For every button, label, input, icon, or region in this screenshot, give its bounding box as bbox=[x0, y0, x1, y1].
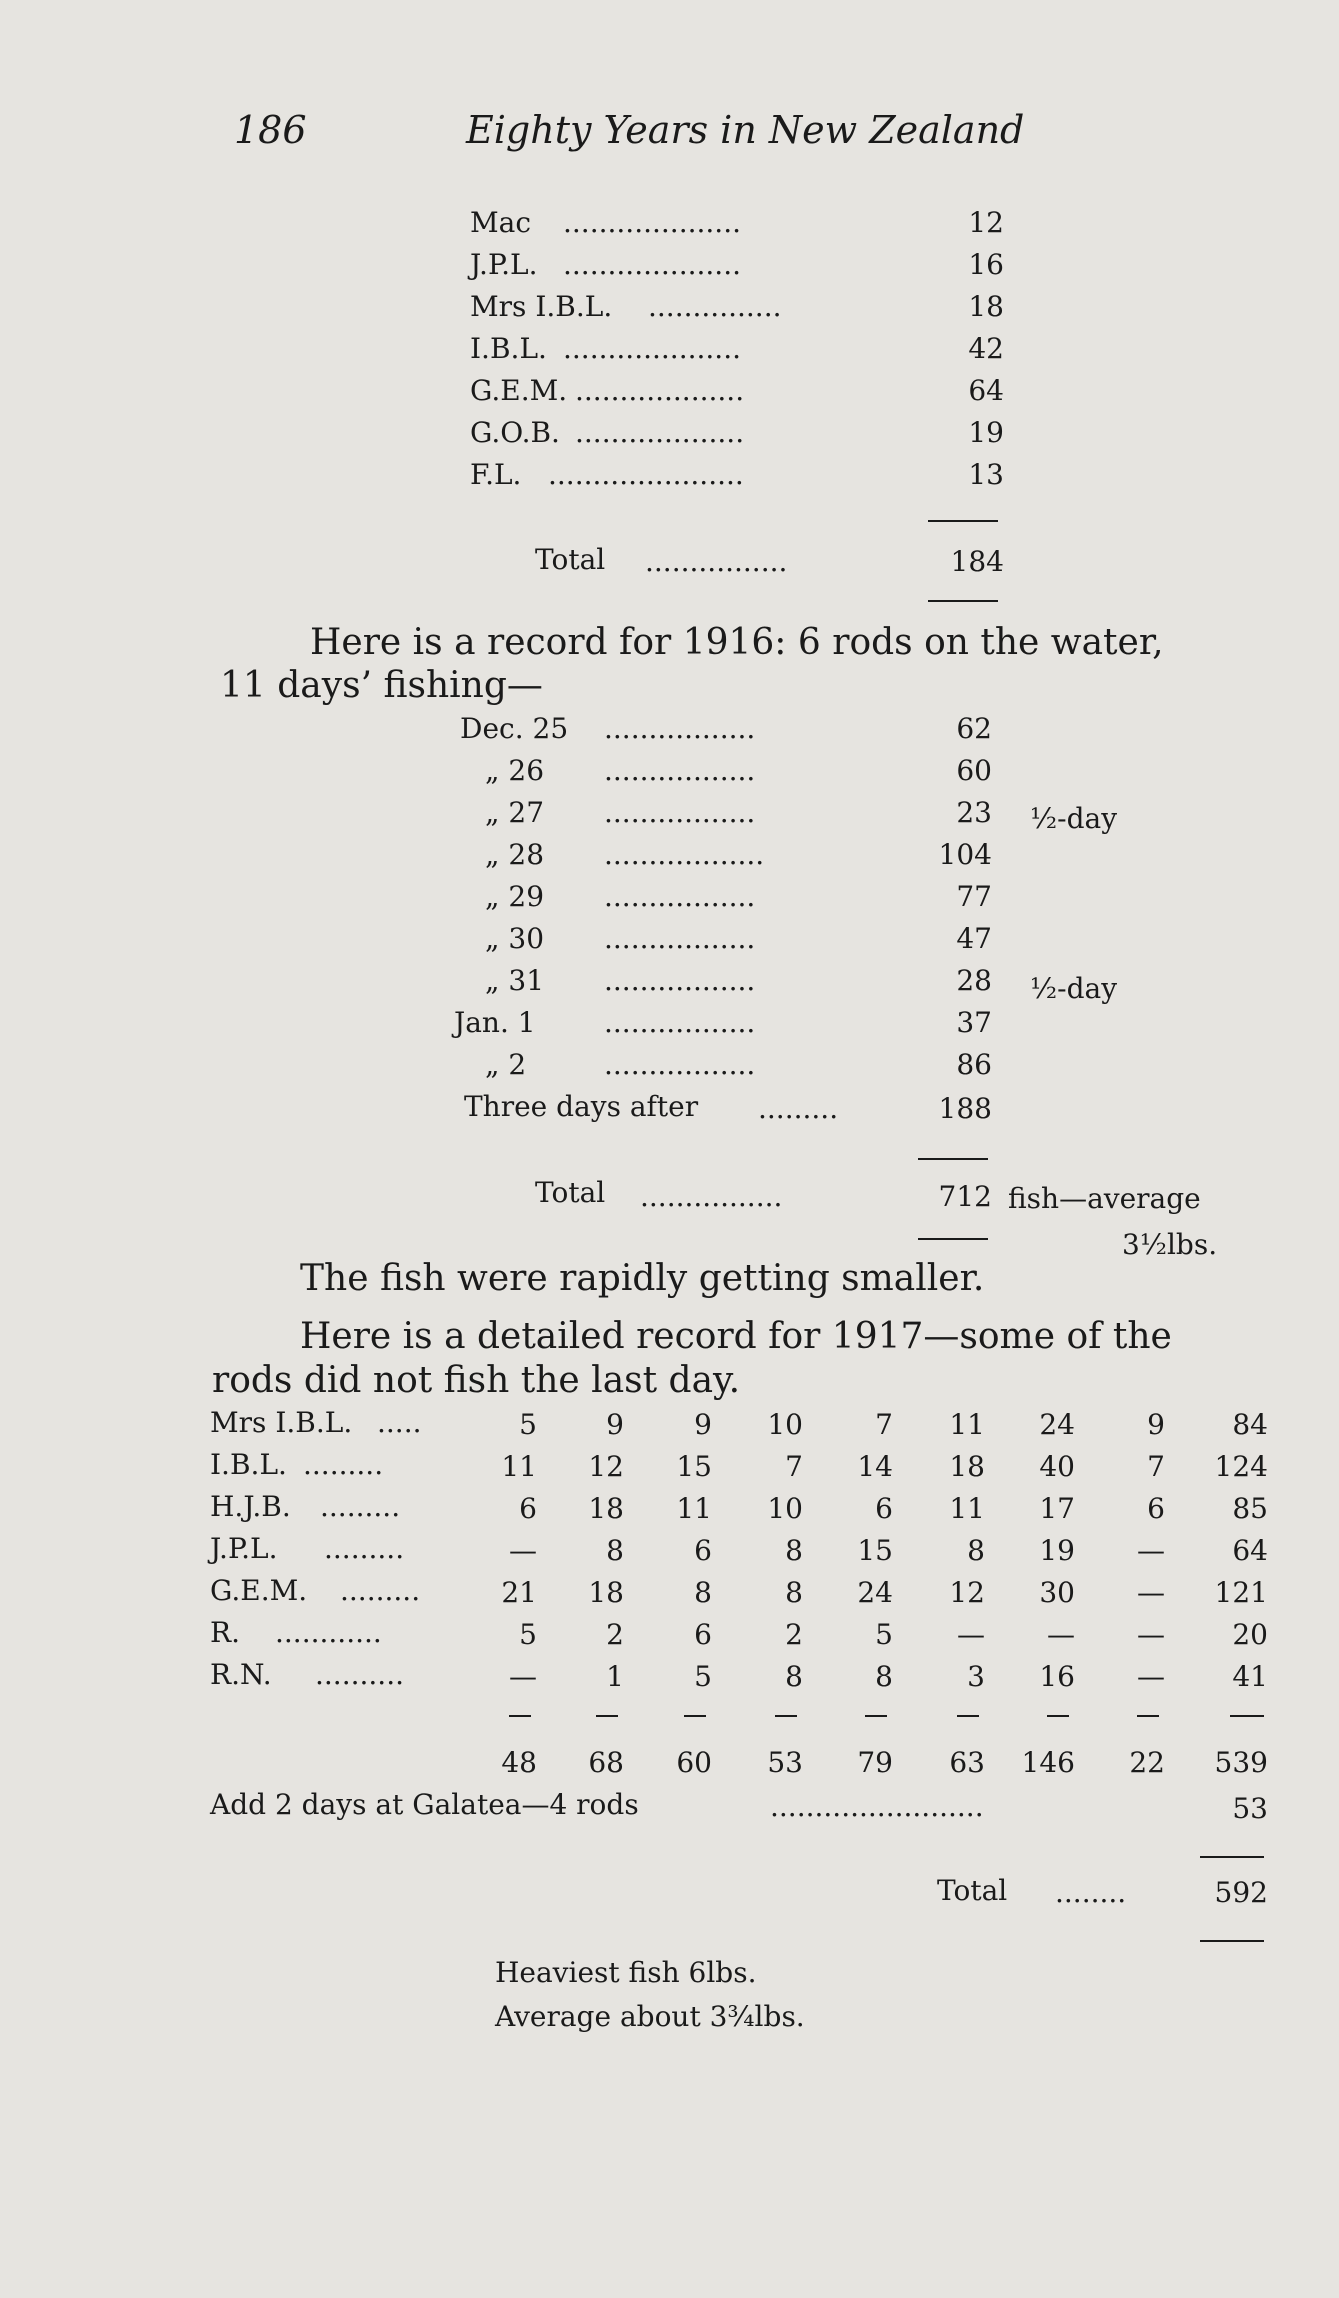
total-value: 712 bbox=[938, 1180, 992, 1213]
total-rule bbox=[1200, 1856, 1264, 1858]
table-cell: 8 bbox=[785, 1576, 803, 1609]
table-cell: 41 bbox=[1232, 1660, 1268, 1693]
leader-dots: .................... bbox=[563, 332, 742, 365]
table-cell: 9 bbox=[606, 1408, 624, 1441]
column-rule bbox=[509, 1715, 531, 1717]
table-cell: 3 bbox=[967, 1660, 985, 1693]
table-cell: 11 bbox=[501, 1450, 537, 1483]
row-date: „ 27 bbox=[485, 796, 545, 829]
column-total: 539 bbox=[1214, 1746, 1268, 1779]
table-cell: 6 bbox=[1147, 1492, 1165, 1525]
table-cell: 16 bbox=[1039, 1660, 1075, 1693]
row-date: „ 26 bbox=[485, 754, 545, 787]
table-cell: 6 bbox=[694, 1618, 712, 1651]
row-value: 37 bbox=[956, 1006, 992, 1039]
row-date: Three days after bbox=[464, 1090, 699, 1123]
row-date: Dec. 25 bbox=[460, 712, 569, 745]
table-cell: 2 bbox=[606, 1618, 624, 1651]
total-rule bbox=[1200, 1940, 1264, 1942]
row-name: G.E.M. bbox=[210, 1574, 308, 1607]
row-name: H.J.B. bbox=[210, 1490, 291, 1523]
running-title: Eighty Years in New Zealand bbox=[466, 108, 1025, 152]
table-cell: 8 bbox=[606, 1534, 624, 1567]
leader-dots: ................ bbox=[640, 1180, 783, 1213]
row-name: G.O.B. bbox=[470, 416, 560, 449]
table-cell: 7 bbox=[875, 1408, 893, 1441]
leader-dots: ................. bbox=[604, 754, 756, 787]
column-rule bbox=[865, 1715, 887, 1717]
table-cell: 24 bbox=[1039, 1408, 1075, 1441]
row-value: 86 bbox=[956, 1048, 992, 1081]
leader-dots: ................. bbox=[604, 1048, 756, 1081]
table-cell: 15 bbox=[857, 1534, 893, 1567]
table-cell: — bbox=[509, 1660, 537, 1693]
table-cell: 18 bbox=[588, 1492, 624, 1525]
total-rule bbox=[928, 520, 998, 522]
table-cell: 85 bbox=[1232, 1492, 1268, 1525]
column-total: 68 bbox=[588, 1746, 624, 1779]
row-name: J.P.L. bbox=[470, 248, 538, 281]
leader-dots: ................. bbox=[604, 964, 756, 997]
column-rule bbox=[1137, 1715, 1159, 1717]
table-cell: 8 bbox=[785, 1534, 803, 1567]
leader-dots: .................... bbox=[563, 206, 742, 239]
leader-dots: ................... bbox=[575, 416, 745, 449]
table-cell: 18 bbox=[949, 1450, 985, 1483]
total-label: Total bbox=[937, 1874, 1008, 1907]
row-value: 47 bbox=[956, 922, 992, 955]
table-cell: 7 bbox=[785, 1450, 803, 1483]
total-rule bbox=[918, 1238, 988, 1240]
table-cell: 124 bbox=[1214, 1450, 1268, 1483]
heaviest-fish-note: Heaviest fish 6lbs. bbox=[495, 1956, 757, 1989]
row-name: I.B.L. bbox=[470, 332, 547, 365]
galatea-value: 53 bbox=[1232, 1792, 1268, 1825]
total-note: 3½lbs. bbox=[1122, 1228, 1218, 1261]
row-name: G.E.M. bbox=[470, 374, 568, 407]
row-note: ½-day bbox=[1030, 802, 1118, 835]
table-cell: 8 bbox=[785, 1660, 803, 1693]
table-cell: 11 bbox=[949, 1492, 985, 1525]
table-cell: 84 bbox=[1232, 1408, 1268, 1441]
total-note: fish—average bbox=[1008, 1182, 1201, 1215]
column-total: 63 bbox=[949, 1746, 985, 1779]
row-name: I.B.L. bbox=[210, 1448, 287, 1481]
table-cell: — bbox=[509, 1534, 537, 1567]
leader-dots: ............... bbox=[648, 290, 782, 323]
table-cell: 9 bbox=[1147, 1408, 1165, 1441]
table-cell: 8 bbox=[694, 1576, 712, 1609]
row-value: 104 bbox=[938, 838, 992, 871]
row-name: Mrs I.B.L. bbox=[470, 290, 613, 323]
table-cell: 20 bbox=[1232, 1618, 1268, 1651]
table-cell: — bbox=[1137, 1534, 1165, 1567]
table-cell: 6 bbox=[694, 1534, 712, 1567]
leader-dots: ........ bbox=[1055, 1876, 1127, 1909]
row-name: F.L. bbox=[470, 458, 522, 491]
table-cell: — bbox=[1137, 1618, 1165, 1651]
leader-dots: .................... bbox=[563, 248, 742, 281]
total-label: Total bbox=[535, 1176, 606, 1209]
column-total: 60 bbox=[676, 1746, 712, 1779]
row-value: 12 bbox=[968, 206, 1004, 239]
column-rule bbox=[1230, 1715, 1264, 1717]
column-total: 48 bbox=[501, 1746, 537, 1779]
paragraph-1916-line-2: 11 days’ fishing— bbox=[220, 665, 543, 706]
row-date: Jan. 1 bbox=[454, 1006, 536, 1039]
leader-dots: ................. bbox=[604, 1006, 756, 1039]
column-total: 53 bbox=[767, 1746, 803, 1779]
row-value: 60 bbox=[956, 754, 992, 787]
table-cell: 12 bbox=[949, 1576, 985, 1609]
column-total: 22 bbox=[1129, 1746, 1165, 1779]
row-value: 16 bbox=[968, 248, 1004, 281]
table-cell: 14 bbox=[857, 1450, 893, 1483]
row-value: 64 bbox=[968, 374, 1004, 407]
table-cell: — bbox=[1047, 1618, 1075, 1651]
leader-dots: ......... bbox=[324, 1532, 405, 1565]
leader-dots: ................. bbox=[604, 922, 756, 955]
row-value: 28 bbox=[956, 964, 992, 997]
paragraph-1917-line-2: rods did not fish the last day. bbox=[212, 1360, 741, 1401]
table-cell: 2 bbox=[785, 1618, 803, 1651]
row-value: 188 bbox=[938, 1092, 992, 1125]
table-cell: — bbox=[957, 1618, 985, 1651]
row-name: Mac bbox=[470, 206, 532, 239]
paragraph-1916-line-1: Here is a record for 1916: 6 rods on the water, bbox=[310, 622, 1164, 663]
row-date: „ 29 bbox=[485, 880, 545, 913]
table-cell: 64 bbox=[1232, 1534, 1268, 1567]
average-weight-note: Average about 3¾lbs. bbox=[495, 2000, 805, 2033]
table-cell: 6 bbox=[875, 1492, 893, 1525]
table-cell: 21 bbox=[501, 1576, 537, 1609]
table-cell: 17 bbox=[1039, 1492, 1075, 1525]
row-value: 23 bbox=[956, 796, 992, 829]
leader-dots: ..... bbox=[377, 1406, 422, 1439]
paragraph-1917-line-1: Here is a detailed record for 1917—some of the bbox=[300, 1316, 1172, 1357]
table-cell: 5 bbox=[875, 1618, 893, 1651]
table-cell: 18 bbox=[588, 1576, 624, 1609]
leader-dots: ........................ bbox=[770, 1790, 984, 1823]
table-cell: — bbox=[1137, 1660, 1165, 1693]
table-cell: 5 bbox=[519, 1618, 537, 1651]
row-name: R. bbox=[210, 1616, 240, 1649]
row-date: „ 28 bbox=[485, 838, 545, 871]
column-total: 79 bbox=[857, 1746, 893, 1779]
column-rule bbox=[1047, 1715, 1069, 1717]
leader-dots: ................. bbox=[604, 712, 756, 745]
table-cell: 121 bbox=[1214, 1576, 1268, 1609]
leader-dots: ......... bbox=[758, 1092, 839, 1125]
table-cell: 8 bbox=[875, 1660, 893, 1693]
table-cell: 7 bbox=[1147, 1450, 1165, 1483]
leader-dots: .......... bbox=[315, 1658, 405, 1691]
total-rule bbox=[928, 600, 998, 602]
leader-dots: ......... bbox=[340, 1574, 421, 1607]
leader-dots: ......... bbox=[303, 1448, 384, 1481]
leader-dots: .................. bbox=[604, 838, 765, 871]
table-cell: 11 bbox=[676, 1492, 712, 1525]
table-cell: 8 bbox=[967, 1534, 985, 1567]
table-cell: 19 bbox=[1039, 1534, 1075, 1567]
table-cell: 5 bbox=[694, 1660, 712, 1693]
table-cell: 10 bbox=[767, 1408, 803, 1441]
table-cell: 24 bbox=[857, 1576, 893, 1609]
total-value: 184 bbox=[950, 545, 1004, 578]
row-date: „ 30 bbox=[485, 922, 545, 955]
row-date: „ 31 bbox=[485, 964, 545, 997]
table-cell: — bbox=[1137, 1576, 1165, 1609]
total-rule bbox=[918, 1158, 988, 1160]
leader-dots: ................. bbox=[604, 796, 756, 829]
column-total: 146 bbox=[1021, 1746, 1075, 1779]
row-value: 13 bbox=[968, 458, 1004, 491]
paragraph-smaller-fish: The fish were rapidly getting smaller. bbox=[300, 1258, 985, 1299]
column-rule bbox=[596, 1715, 618, 1717]
leader-dots: ......... bbox=[320, 1490, 401, 1523]
leader-dots: ...................... bbox=[548, 458, 744, 491]
galatea-label: Add 2 days at Galatea—4 rods bbox=[210, 1788, 639, 1821]
row-name: J.P.L. bbox=[210, 1532, 278, 1565]
leader-dots: ............ bbox=[275, 1616, 382, 1649]
row-name: Mrs I.B.L. bbox=[210, 1406, 353, 1439]
row-value: 62 bbox=[956, 712, 992, 745]
leader-dots: ................. bbox=[604, 880, 756, 913]
table-cell: 11 bbox=[949, 1408, 985, 1441]
row-value: 42 bbox=[968, 332, 1004, 365]
total-label: Total bbox=[535, 543, 606, 576]
row-date: „ 2 bbox=[485, 1048, 527, 1081]
row-value: 18 bbox=[968, 290, 1004, 323]
column-rule bbox=[684, 1715, 706, 1717]
table-cell: 5 bbox=[519, 1408, 537, 1441]
table-cell: 6 bbox=[519, 1492, 537, 1525]
table-cell: 40 bbox=[1039, 1450, 1075, 1483]
table-cell: 15 bbox=[676, 1450, 712, 1483]
table-cell: 9 bbox=[694, 1408, 712, 1441]
row-name: R.N. bbox=[210, 1658, 272, 1691]
row-note: ½-day bbox=[1030, 972, 1118, 1005]
row-value: 19 bbox=[968, 416, 1004, 449]
leader-dots: ................ bbox=[645, 545, 788, 578]
row-value: 77 bbox=[956, 880, 992, 913]
table-cell: 1 bbox=[606, 1660, 624, 1693]
table-cell: 30 bbox=[1039, 1576, 1075, 1609]
column-rule bbox=[775, 1715, 797, 1717]
table-cell: 10 bbox=[767, 1492, 803, 1525]
column-rule bbox=[957, 1715, 979, 1717]
total-value: 592 bbox=[1214, 1876, 1268, 1909]
page-number: 186 bbox=[234, 108, 307, 152]
table-cell: 12 bbox=[588, 1450, 624, 1483]
leader-dots: ................... bbox=[575, 374, 745, 407]
